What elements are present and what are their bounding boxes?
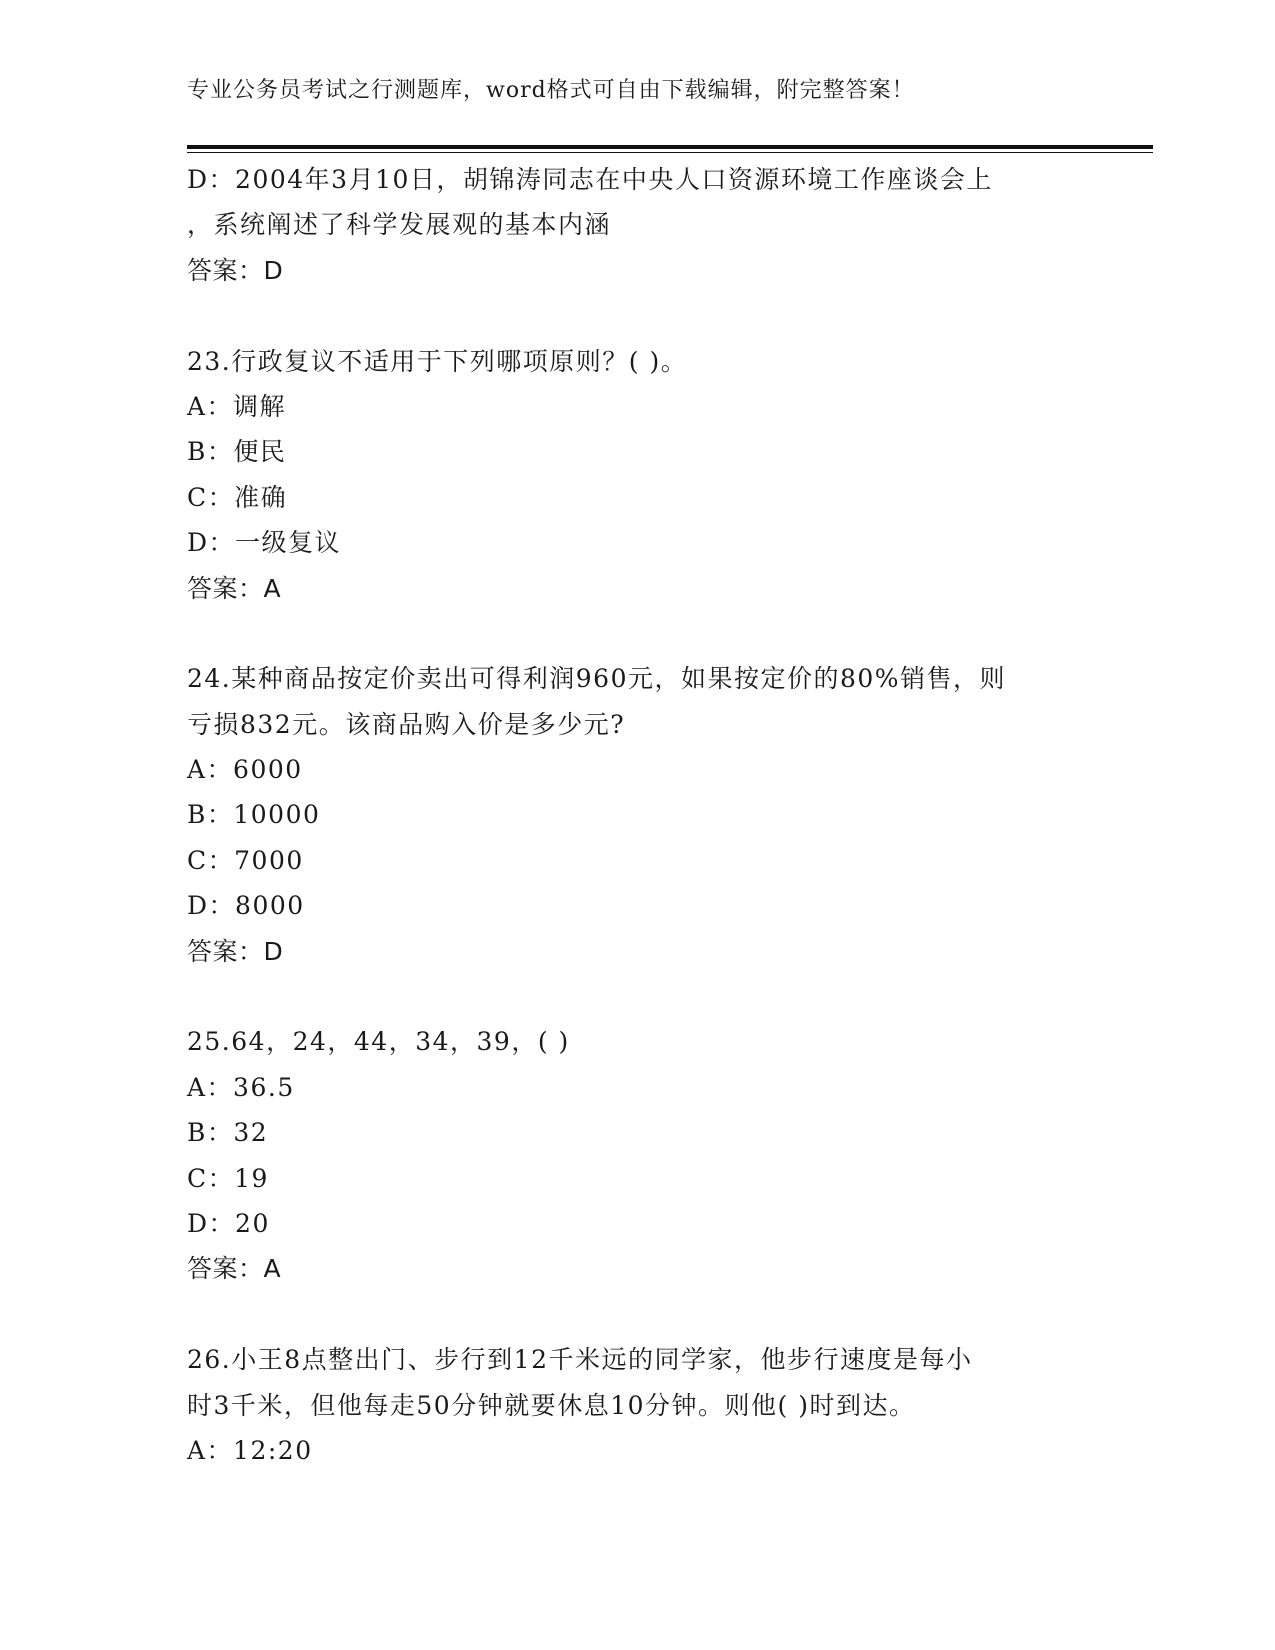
option-b: B：10000 <box>187 800 321 830</box>
option-a: A：12:20 <box>187 1435 313 1465</box>
question-stem-continued: 亏损832元。该商品购入价是多少元? <box>187 709 626 739</box>
answer-line: 答案：A <box>187 1254 282 1284</box>
question-23 <box>187 339 1087 611</box>
option-d: D：8000 <box>187 891 305 921</box>
header-rule-thin <box>187 152 1153 153</box>
option-b: B：32 <box>187 1118 269 1148</box>
question-stem: 24.某种商品按定价卖出可得利润960元，如果按定价的80%销售，则 <box>187 664 1007 694</box>
answer-line: 答案：A <box>187 573 282 603</box>
question-stem: 25.64，24，44，34，39，( ) <box>187 1027 570 1057</box>
page-header: 专业公务员考试之行测题库，word格式可自由下载编辑，附完整答案！ <box>187 78 915 103</box>
option-c: C：19 <box>187 1163 269 1193</box>
answer-line: 答案：D <box>187 255 284 285</box>
option-a: A：36.5 <box>187 1072 295 1102</box>
question-stem-continued: 时3千米，但他每走50分钟就要休息10分钟。则他( )时到达。 <box>187 1390 916 1420</box>
header-rule-thick <box>187 145 1153 149</box>
option-d: D：一级复议 <box>187 528 342 558</box>
option-b: B：便民 <box>187 437 287 467</box>
question-26 <box>187 1337 1087 1473</box>
previous-question-tail <box>187 157 1087 293</box>
option-c: C：7000 <box>187 845 304 875</box>
question-stem: 23.行政复议不适用于下列哪项原则？( )。 <box>187 346 688 376</box>
option-d-continued: ，系统阐述了科学发展观的基本内涵 <box>187 210 612 240</box>
question-25 <box>187 1019 1087 1291</box>
question-24 <box>187 656 1087 974</box>
option-c: C：准确 <box>187 482 288 512</box>
question-content <box>187 157 1087 1473</box>
option-d: D：20 <box>187 1208 270 1238</box>
option-d: D：2004年3月10日，胡锦涛同志在中央人口资源环境工作座谈会上 <box>187 165 993 194</box>
option-a: A：调解 <box>187 391 287 421</box>
option-a: A：6000 <box>187 755 303 785</box>
question-stem: 26.小王8点整出门、步行到12千米远的同学家，他步行速度是每小 <box>187 1345 973 1375</box>
answer-line: 答案：D <box>187 936 284 966</box>
